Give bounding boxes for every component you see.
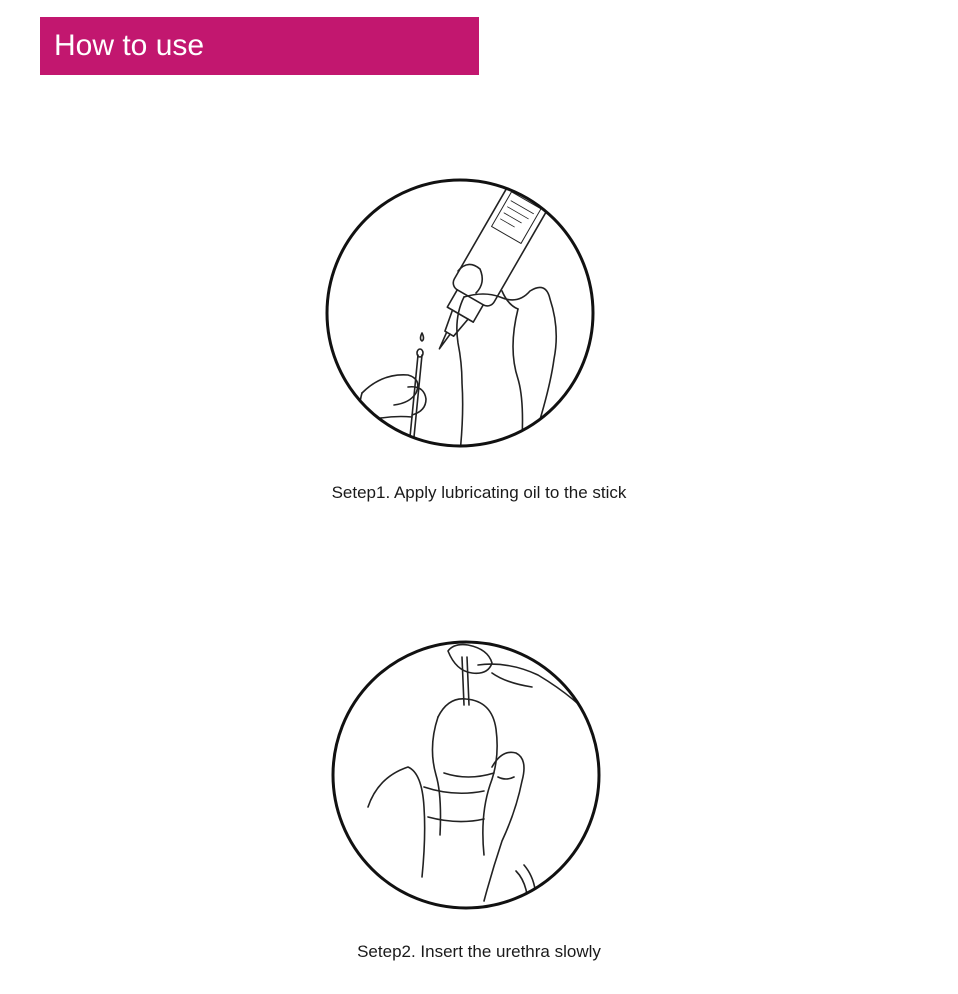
header-bar — [40, 17, 479, 75]
hand-inserting-stick-icon — [328, 637, 604, 913]
hand-applying-lubricant-icon — [322, 175, 598, 451]
step-1-caption: Setep1. Apply lubricating oil to the stick — [331, 483, 627, 502]
page-title: How to use — [54, 29, 205, 62]
step-2-caption: Setep2. Insert the urethra slowly — [357, 942, 601, 961]
